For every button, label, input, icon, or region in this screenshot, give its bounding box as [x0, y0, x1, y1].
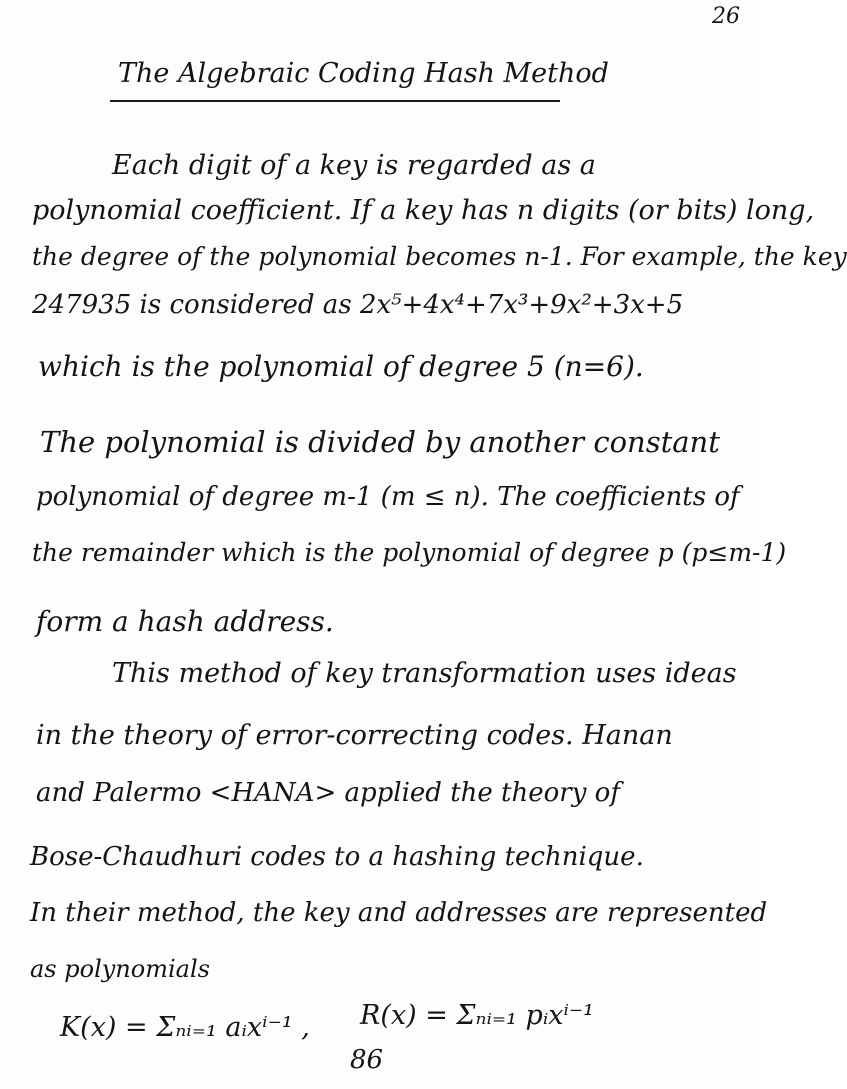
- formula-r: R(x) = Σₙᵢ₌₁ pᵢxⁱ⁻¹: [360, 1000, 594, 1031]
- formula-k: K(x) = Σₙᵢ₌₁ aᵢxⁱ⁻¹ ,: [60, 1012, 310, 1043]
- text-line-14: In their method, the key and addresses are represented: [30, 898, 768, 928]
- title-underline: [110, 100, 560, 102]
- text-line-6: The polynomial is divided by another constant: [40, 425, 720, 459]
- text-line-1: Each digit of a key is regarded as a: [112, 150, 596, 181]
- text-line-7: polynomial of degree m-1 (m ≤ n). The coefficients of: [36, 482, 740, 512]
- text-line-10: This method of key transformation uses ideas: [112, 658, 737, 689]
- text-line-13: Bose-Chaudhuri codes to a hashing technique.: [30, 842, 644, 872]
- page-title: The Algebraic Coding Hash Method: [118, 58, 609, 89]
- text-line-5: which is the polynomial of degree 5 (n=6).: [38, 350, 644, 383]
- text-line-12: and Palermo <HANA> applied the theory of: [36, 778, 620, 808]
- text-line-4: 247935 is considered as 2x⁵+4x⁴+7x³+9x²+3x+5: [32, 290, 684, 320]
- corner-page-number: 26: [712, 4, 740, 29]
- text-line-9: form a hash address.: [36, 605, 334, 638]
- text-line-11: in the theory of error-correcting codes. Hanan: [36, 720, 673, 751]
- page-number: 86: [350, 1045, 384, 1075]
- text-line-15: as polynomials: [30, 955, 210, 983]
- text-line-8: the remainder which is the polynomial of degree p (p≤m-1): [32, 538, 787, 567]
- text-line-2: polynomial coefficient. If a key has n digits (or bits) long,: [32, 195, 815, 226]
- text-line-3: the degree of the polynomial becomes n-1. For example, the key: [32, 242, 847, 271]
